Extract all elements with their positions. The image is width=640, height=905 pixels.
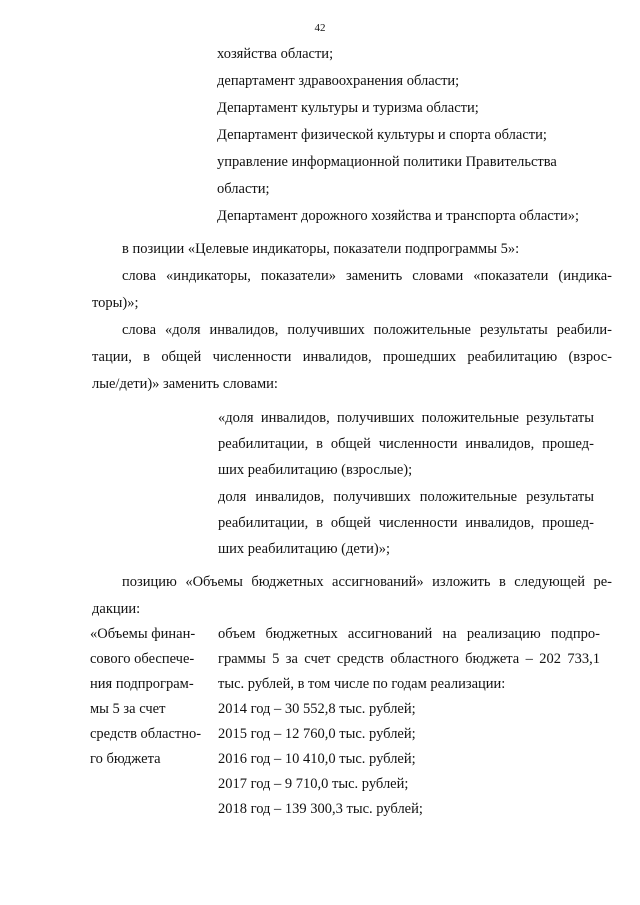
table-label-line: мы 5 за счет [90, 701, 166, 717]
table-label-line: средств областно- [90, 726, 202, 742]
table-value-line: тыс. рублей, в том числе по годам реализации: [218, 676, 506, 692]
table-value-line: объем бюджетных ассигнований на реализацию подпро- [218, 626, 600, 642]
paragraph-line: слова «индикаторы, показатели» заменить словами «показатели (индика- [122, 268, 612, 284]
page-number: 42 [314, 22, 326, 34]
table-label-line: го бюджета [90, 751, 161, 767]
table-value-line: 2014 год – 30 552,8 тыс. рублей; [218, 701, 416, 717]
quote-line: ших реабилитацию (дети)»; [218, 541, 391, 557]
paragraph-line: торы)»; [92, 295, 139, 311]
quote-line: ших реабилитацию (взрослые); [218, 462, 413, 478]
table-value-line: 2018 год – 139 300,3 тыс. рублей; [218, 801, 423, 817]
table-value-line: 2015 год – 12 760,0 тыс. рублей; [218, 726, 416, 742]
quote-line: «доля инвалидов, получивших положительные результаты [218, 410, 594, 426]
paragraph-line: в позиции «Целевые индикаторы, показатели подпрограммы 5»: [122, 241, 520, 257]
table-label-line: ния подпрограм- [90, 676, 194, 692]
paragraph-line: лые/дети)» заменить словами: [92, 376, 278, 392]
table-value-line: 2016 год – 10 410,0 тыс. рублей; [218, 751, 416, 767]
list-line: хозяйства области; [217, 46, 334, 62]
table-value-line: 2017 год – 9 710,0 тыс. рублей; [218, 776, 409, 792]
list-line: управление информационной политики Правительства [217, 154, 557, 170]
list-line: департамент здравоохранения области; [217, 73, 460, 89]
list-line: Департамент культуры и туризма области; [217, 100, 479, 116]
paragraph-line: дакции: [92, 601, 141, 617]
table-label-line: «Объемы финан- [90, 626, 196, 642]
quote-line: доля инвалидов, получивших положительные результаты [218, 489, 594, 505]
list-line: Департамент физической культуры и спорта области; [217, 127, 547, 143]
paragraph-line: слова «доля инвалидов, получивших положительные результаты реабили- [122, 322, 612, 338]
paragraph-line: тации, в общей численности инвалидов, прошедших реабилитацию (взрос- [92, 349, 612, 365]
table-value-line: граммы 5 за счет средств областного бюджета – 202 733,1 [218, 651, 600, 667]
list-line: Департамент дорожного хозяйства и транспорта области»; [217, 208, 580, 224]
table-label-line: сового обеспече- [90, 651, 195, 667]
list-line: области; [217, 181, 270, 197]
quote-line: реабилитации, в общей численности инвалидов, прошед- [218, 436, 594, 452]
quote-line: реабилитации, в общей численности инвалидов, прошед- [218, 515, 594, 531]
paragraph-line: позицию «Объемы бюджетных ассигнований» изложить в следующей ре- [122, 574, 612, 590]
